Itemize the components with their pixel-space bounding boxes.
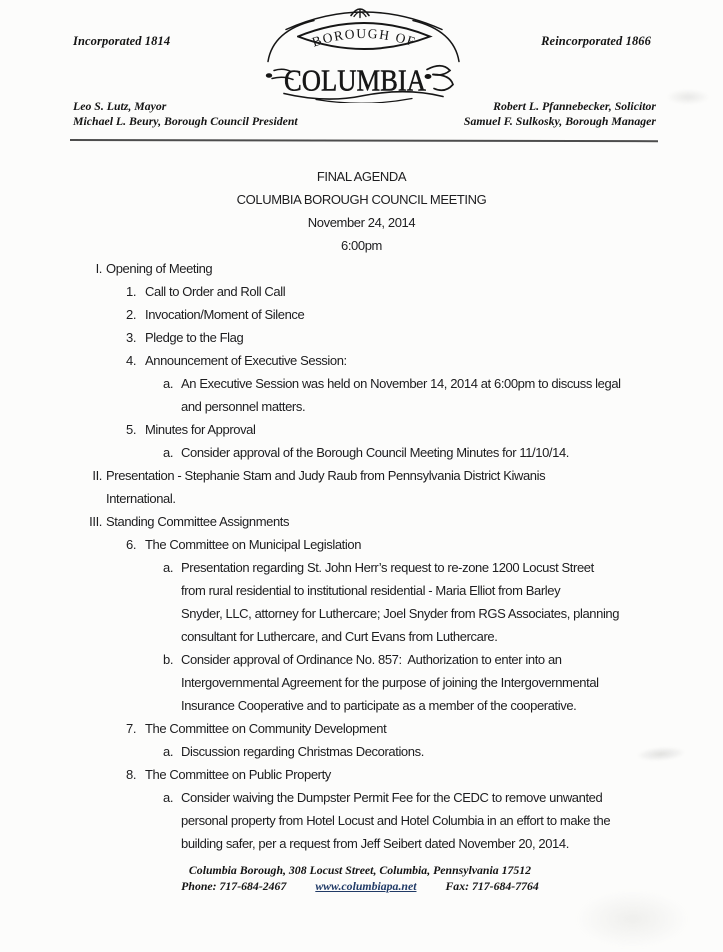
list-marker: b. bbox=[163, 652, 174, 667]
agenda-line bbox=[0, 832, 723, 855]
list-marker: 3. bbox=[126, 330, 137, 345]
solicitor-name: Robert L. Pfannebecker, Solicitor bbox=[493, 99, 656, 113]
header-divider-rule bbox=[70, 139, 658, 142]
agenda-text: The Committee on Public Property bbox=[145, 767, 331, 782]
list-marker: 7. bbox=[126, 721, 137, 736]
doc-title-line: FINAL AGENDA bbox=[316, 169, 407, 184]
incorporated-date: Incorporated 1814 bbox=[73, 34, 171, 48]
agenda-line bbox=[0, 349, 723, 372]
agenda-text: consultant for Luthercare, and Curt Evans from Luthercare. bbox=[181, 629, 498, 644]
meeting-date: November 24, 2014 bbox=[307, 215, 416, 230]
page-footer bbox=[60, 863, 660, 894]
left-dot-ornament bbox=[266, 73, 272, 78]
agenda-line bbox=[0, 510, 723, 533]
agenda-line bbox=[0, 372, 723, 395]
agenda-text: Intergovernmental Agreement for the purpose of joining the Intergovernmental bbox=[181, 675, 599, 690]
officials-right bbox=[464, 99, 656, 129]
scan-smudge bbox=[575, 890, 690, 948]
list-marker: 4. bbox=[126, 353, 137, 368]
list-marker: II. bbox=[92, 468, 102, 483]
agenda-line bbox=[0, 533, 723, 556]
agenda-text: personal property from Hotel Locust and Hotel Columbia in an effort to make the bbox=[181, 813, 611, 828]
agenda-list bbox=[0, 257, 723, 855]
agenda-line bbox=[0, 786, 723, 809]
agenda-text: from rural residential to institutional residential - Maria Elliot from Barley bbox=[181, 583, 561, 598]
list-marker: a. bbox=[163, 744, 174, 759]
document-body bbox=[0, 165, 723, 855]
agenda-text: Standing Committee Assignments bbox=[106, 514, 290, 529]
list-marker: a. bbox=[163, 376, 174, 391]
footer-address: Columbia Borough, 308 Locust Street, Columbia, Pennsylvania 17512 bbox=[188, 863, 532, 877]
list-marker: a. bbox=[163, 445, 174, 460]
agenda-text: Consider waiving the Dumpster Permit Fee for the CEDC to remove unwanted bbox=[181, 790, 603, 805]
list-marker: I. bbox=[95, 261, 102, 276]
agenda-line bbox=[0, 441, 723, 464]
list-marker: 5. bbox=[126, 422, 137, 437]
agenda-line bbox=[0, 280, 723, 303]
scan-smudge bbox=[666, 89, 710, 105]
agenda-text: Minutes for Approval bbox=[145, 422, 256, 437]
agenda-line bbox=[0, 648, 723, 671]
agenda-line bbox=[0, 694, 723, 717]
doc-subtitle-line: COLUMBIA BOROUGH COUNCIL MEETING bbox=[236, 192, 487, 207]
agenda-text: Presentation - Stephanie Stam and Judy Raub from Pennsylvania District Kiwanis bbox=[106, 468, 546, 483]
agenda-text: Announcement of Executive Session: bbox=[145, 353, 347, 368]
agenda-line bbox=[0, 740, 723, 763]
footer-phone: Phone: 717-684-2467 bbox=[181, 878, 287, 893]
agenda-line bbox=[0, 717, 723, 740]
list-marker: 6. bbox=[126, 537, 137, 552]
mayor-name: Leo S. Lutz, Mayor bbox=[73, 99, 167, 113]
agenda-text: An Executive Session was held on November 14, 2014 at 6:00pm to discuss legal bbox=[181, 376, 621, 391]
agenda-line bbox=[0, 602, 723, 625]
logo-arc-text: BOROUGH OF bbox=[310, 25, 418, 50]
agenda-text: Discussion regarding Christmas Decorations. bbox=[181, 744, 424, 759]
agenda-line bbox=[0, 809, 723, 832]
agenda-line bbox=[0, 671, 723, 694]
agenda-line bbox=[0, 257, 723, 280]
agenda-line bbox=[0, 487, 723, 510]
logo-main-text: COLUMBIA bbox=[284, 62, 427, 98]
borough-of-columbia-logo bbox=[256, 0, 471, 103]
agenda-text: The Committee on Municipal Legislation bbox=[145, 537, 362, 552]
agenda-text: Presentation regarding St. John Herr’s request to re-zone 1200 Locust Street bbox=[181, 560, 594, 575]
agenda-text: Opening of Meeting bbox=[106, 261, 213, 276]
agenda-text: Snyder, LLC, attorney for Luthercare; Joel Snyder from RGS Associates, planning bbox=[181, 606, 620, 621]
list-marker: 1. bbox=[126, 284, 137, 299]
agenda-text: International. bbox=[106, 491, 176, 506]
agenda-text: and personnel matters. bbox=[181, 399, 306, 414]
footer-contact-line bbox=[60, 879, 660, 895]
agenda-line bbox=[0, 625, 723, 648]
footer-website-link[interactable]: www.columbiapa.net bbox=[315, 878, 417, 893]
agenda-text: Consider approval of the Borough Council Meeting Minutes for 11/10/14. bbox=[181, 445, 570, 460]
agenda-line bbox=[0, 395, 723, 418]
list-marker: III. bbox=[89, 514, 102, 529]
agenda-text: building safer, per a request from Jeff Seibert dated November 20, 2014. bbox=[181, 836, 569, 851]
agenda-text: Call to Order and Roll Call bbox=[145, 284, 286, 299]
officials-left bbox=[73, 99, 298, 129]
agenda-line bbox=[0, 579, 723, 602]
agenda-line bbox=[0, 763, 723, 786]
agenda-line bbox=[0, 464, 723, 487]
list-marker: a. bbox=[163, 560, 174, 575]
agenda-line bbox=[0, 326, 723, 349]
borough-manager-name: Samuel F. Sulkosky, Borough Manager bbox=[463, 113, 656, 128]
agenda-text: The Committee on Community Development bbox=[145, 721, 387, 736]
agenda-text: Insurance Cooperative and to participate as a member of the cooperative. bbox=[181, 698, 577, 713]
reincorporated-date: Reincorporated 1866 bbox=[541, 34, 651, 48]
meeting-time: 6:00pm bbox=[341, 238, 382, 253]
agenda-text: Invocation/Moment of Silence bbox=[145, 307, 305, 322]
agenda-text: Consider approval of Ordinance No. 857: Authorization to enter into an bbox=[181, 652, 562, 667]
list-marker: 8. bbox=[126, 767, 137, 782]
agenda-line bbox=[0, 556, 723, 579]
list-marker: a. bbox=[163, 790, 174, 805]
footer-fax: Fax: 717-684-7764 bbox=[445, 878, 539, 893]
agenda-line bbox=[0, 303, 723, 326]
council-president-name: Michael L. Beury, Borough Council President bbox=[73, 113, 298, 128]
list-marker: 2. bbox=[126, 307, 137, 322]
agenda-line bbox=[0, 418, 723, 441]
agenda-text: Pledge to the Flag bbox=[145, 330, 244, 345]
